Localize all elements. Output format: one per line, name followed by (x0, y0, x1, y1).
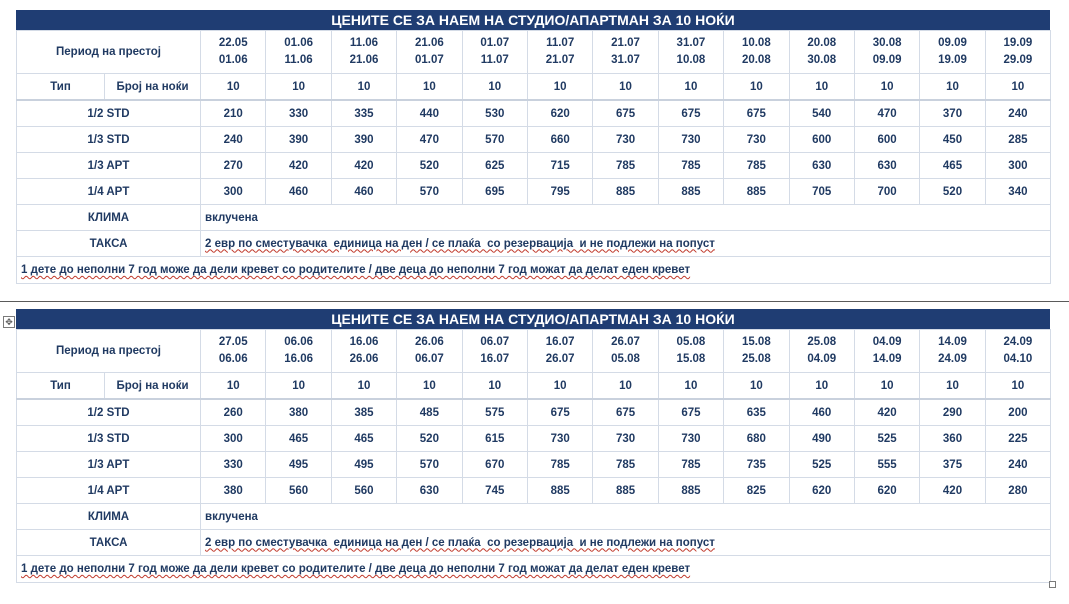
nights-cell: 10 (985, 74, 1050, 101)
price-cell: 460 (331, 179, 396, 205)
period-to: 21.07 (545, 54, 575, 66)
price-cell: 340 (985, 179, 1050, 205)
period-to: 10.08 (676, 54, 706, 66)
price-grid (16, 329, 1051, 583)
period-cell (920, 330, 985, 373)
climate-value: вклучена (201, 205, 1051, 231)
period-cell (854, 330, 919, 373)
room-type: 1/3 STD (17, 426, 201, 452)
nights-cell: 10 (658, 74, 723, 101)
move-arrows-icon[interactable]: ✥ (3, 316, 15, 328)
price-cell: 530 (462, 100, 527, 127)
price-cell: 730 (658, 426, 723, 452)
period-to: 19.09 (938, 54, 967, 66)
price-cell: 555 (854, 452, 919, 478)
period-from: 11.07 (546, 37, 575, 49)
price-cell: 460 (789, 399, 854, 426)
price-cell: 420 (854, 399, 919, 426)
nights-cell: 10 (724, 373, 789, 400)
page-separator-line (0, 301, 1069, 302)
type-label: Тип (17, 373, 105, 400)
tax-label: ТАКСА (17, 530, 201, 556)
price-cell: 270 (201, 153, 266, 179)
tax-value (201, 231, 1051, 257)
nights-cell: 10 (462, 373, 527, 400)
table-title: ЦЕНИТЕ СЕ ЗА НАЕМ НА СТУДИО/АПАРТМАН ЗА 10 НОЌИ (16, 10, 1050, 30)
price-cell: 390 (266, 127, 331, 153)
price-table-2 (16, 309, 1050, 583)
room-type: 1/2 STD (17, 399, 201, 426)
tax-row (17, 530, 1051, 556)
table-title: ЦЕНИТЕ СЕ ЗА НАЕМ НА СТУДИО/АПАРТМАН ЗА 10 НОЌИ (16, 309, 1050, 329)
period-to: 06.07 (414, 353, 444, 365)
price-cell: 700 (854, 179, 919, 205)
period-to: 04.09 (807, 353, 837, 365)
price-cell: 495 (331, 452, 396, 478)
period-from: 10.08 (741, 37, 771, 49)
price-cell: 730 (658, 127, 723, 153)
period-from: 27.05 (218, 336, 248, 348)
price-cell: 670 (462, 452, 527, 478)
price-cell: 730 (724, 127, 789, 153)
nights-cell: 10 (266, 373, 331, 400)
period-cell (527, 330, 592, 373)
nights-cell: 10 (789, 74, 854, 101)
price-cell: 795 (527, 179, 592, 205)
price-cell: 330 (201, 452, 266, 478)
price-cell: 785 (527, 452, 592, 478)
period-from: 14.09 (938, 336, 967, 348)
price-cell: 730 (527, 426, 592, 452)
period-from: 16.07 (545, 336, 575, 348)
period-from: 11.06 (349, 37, 379, 49)
period-to: 31.07 (611, 54, 640, 66)
climate-row (17, 504, 1051, 530)
price-row (17, 399, 1051, 426)
price-cell: 240 (201, 127, 266, 153)
period-cell (724, 31, 789, 74)
price-cell: 785 (724, 153, 789, 179)
period-cell (724, 330, 789, 373)
period-cell (462, 31, 527, 74)
note-row (17, 556, 1051, 583)
period-to: 26.06 (349, 353, 379, 365)
period-from: 19.09 (1003, 37, 1033, 49)
price-cell: 675 (658, 399, 723, 426)
price-cell: 240 (985, 452, 1050, 478)
tax-text: 2 евр по сместувачка единица на ден / се плаќа со резервација и не подлежи на попуст (205, 237, 715, 250)
price-cell: 625 (462, 153, 527, 179)
price-cell: 630 (397, 478, 462, 504)
period-to: 21.06 (349, 54, 379, 66)
period-to: 24.09 (938, 353, 967, 365)
price-cell: 300 (201, 426, 266, 452)
period-to: 15.08 (676, 353, 706, 365)
price-row (17, 478, 1051, 504)
period-row (17, 330, 1051, 373)
price-cell: 420 (920, 478, 985, 504)
nights-cell: 10 (331, 373, 396, 400)
price-cell: 300 (985, 153, 1050, 179)
nights-cell: 10 (658, 373, 723, 400)
period-row (17, 31, 1051, 74)
price-cell: 390 (331, 127, 396, 153)
price-cell: 885 (593, 179, 658, 205)
price-cell: 380 (266, 399, 331, 426)
period-label: Период на престој (17, 330, 201, 373)
nights-cell: 10 (985, 373, 1050, 400)
nights-cell: 10 (920, 373, 985, 400)
price-cell: 785 (658, 153, 723, 179)
period-from: 15.08 (741, 336, 771, 348)
price-cell: 675 (527, 399, 592, 426)
children-note (17, 257, 1051, 284)
period-from: 09.09 (938, 37, 967, 49)
price-cell: 540 (789, 100, 854, 127)
price-cell: 675 (724, 100, 789, 127)
tax-value (201, 530, 1051, 556)
price-cell: 280 (985, 478, 1050, 504)
nights-cell: 10 (397, 74, 462, 101)
period-cell (789, 31, 854, 74)
price-cell: 520 (397, 153, 462, 179)
tax-row (17, 231, 1051, 257)
price-cell: 465 (266, 426, 331, 452)
period-to: 09.09 (872, 54, 902, 66)
period-cell (854, 31, 919, 74)
price-cell: 225 (985, 426, 1050, 452)
period-cell (593, 31, 658, 74)
price-cell: 450 (920, 127, 985, 153)
price-cell: 730 (593, 127, 658, 153)
nights-cell: 10 (593, 74, 658, 101)
room-type: 1/3 APT (17, 452, 201, 478)
price-cell: 785 (593, 452, 658, 478)
nights-row (17, 373, 1051, 400)
period-cell (985, 330, 1050, 373)
price-cell: 885 (658, 179, 723, 205)
nights-cell: 10 (201, 373, 266, 400)
nights-cell: 10 (789, 373, 854, 400)
nights-cell: 10 (593, 373, 658, 400)
price-cell: 260 (201, 399, 266, 426)
period-cell (331, 31, 396, 74)
room-type: 1/4 APT (17, 179, 201, 205)
children-note (17, 556, 1051, 583)
price-cell: 885 (527, 478, 592, 504)
price-cell: 525 (854, 426, 919, 452)
price-grid (16, 30, 1051, 284)
price-cell: 785 (658, 452, 723, 478)
price-cell: 570 (462, 127, 527, 153)
period-to: 20.08 (741, 54, 771, 66)
note-row (17, 257, 1051, 284)
period-cell (331, 330, 396, 373)
price-cell: 370 (920, 100, 985, 127)
note-text: 1 дете до неполни 7 год може да дели кревет со родителите / две деца до неполни 7 год можат да делат еден кревет (21, 563, 691, 575)
price-cell: 695 (462, 179, 527, 205)
period-cell (266, 31, 331, 74)
period-to: 11.06 (284, 54, 313, 66)
nights-cell: 10 (397, 373, 462, 400)
price-cell: 600 (854, 127, 919, 153)
period-cell (658, 330, 723, 373)
period-from: 26.06 (414, 336, 444, 348)
period-from: 04.09 (872, 336, 902, 348)
price-cell: 615 (462, 426, 527, 452)
period-from: 21.06 (414, 37, 444, 49)
nights-cell: 10 (266, 74, 331, 101)
price-cell: 785 (593, 153, 658, 179)
period-from: 24.09 (1003, 336, 1033, 348)
price-cell: 675 (593, 399, 658, 426)
price-cell: 335 (331, 100, 396, 127)
period-to: 26.07 (545, 353, 575, 365)
type-label: Тип (17, 74, 105, 101)
period-from: 01.06 (284, 37, 313, 49)
price-row (17, 452, 1051, 478)
price-cell: 470 (397, 127, 462, 153)
period-to: 01.07 (414, 54, 444, 66)
period-to: 06.06 (218, 353, 248, 365)
nights-row (17, 74, 1051, 101)
period-from: 20.08 (807, 37, 837, 49)
period-cell (397, 330, 462, 373)
period-from: 22.05 (218, 37, 248, 49)
price-cell: 375 (920, 452, 985, 478)
period-to: 25.08 (741, 353, 771, 365)
price-row (17, 179, 1051, 205)
period-cell (985, 31, 1050, 74)
period-to: 30.08 (807, 54, 837, 66)
price-cell: 465 (331, 426, 396, 452)
price-row (17, 426, 1051, 452)
period-cell (201, 31, 266, 74)
period-from: 01.07 (480, 37, 510, 49)
nights-cell: 10 (854, 373, 919, 400)
period-from: 06.06 (284, 336, 313, 348)
price-cell: 495 (266, 452, 331, 478)
price-cell: 420 (266, 153, 331, 179)
price-cell: 570 (397, 452, 462, 478)
price-cell: 460 (266, 179, 331, 205)
price-cell: 485 (397, 399, 462, 426)
price-cell: 620 (527, 100, 592, 127)
price-cell: 675 (593, 100, 658, 127)
resize-handle-icon[interactable] (1049, 581, 1056, 588)
price-cell: 560 (331, 478, 396, 504)
climate-row (17, 205, 1051, 231)
price-cell: 520 (920, 179, 985, 205)
price-cell: 715 (527, 153, 592, 179)
price-cell: 660 (527, 127, 592, 153)
price-cell: 470 (854, 100, 919, 127)
period-to: 01.06 (218, 54, 248, 66)
climate-value: вклучена (201, 504, 1051, 530)
price-cell: 825 (724, 478, 789, 504)
period-from: 25.08 (807, 336, 837, 348)
price-cell: 630 (789, 153, 854, 179)
price-cell: 635 (724, 399, 789, 426)
price-cell: 360 (920, 426, 985, 452)
period-cell (266, 330, 331, 373)
price-cell: 745 (462, 478, 527, 504)
nights-cell: 10 (331, 74, 396, 101)
price-table-1 (16, 10, 1050, 284)
period-cell (462, 330, 527, 373)
period-to: 16.06 (284, 353, 313, 365)
price-cell: 490 (789, 426, 854, 452)
nights-cell: 10 (462, 74, 527, 101)
nights-label: Број на ноќи (105, 373, 201, 400)
period-from: 30.08 (872, 37, 902, 49)
price-cell: 520 (397, 426, 462, 452)
price-cell: 290 (920, 399, 985, 426)
period-label: Период на престој (17, 31, 201, 74)
tax-label: ТАКСА (17, 231, 201, 257)
price-cell: 705 (789, 179, 854, 205)
period-cell (397, 31, 462, 74)
period-from: 06.07 (480, 336, 510, 348)
price-cell: 420 (331, 153, 396, 179)
price-cell: 300 (201, 179, 266, 205)
room-type: 1/3 STD (17, 127, 201, 153)
period-cell (658, 31, 723, 74)
room-type: 1/3 APT (17, 153, 201, 179)
period-from: 21.07 (611, 37, 640, 49)
price-cell: 885 (593, 478, 658, 504)
nights-cell: 10 (724, 74, 789, 101)
period-cell (789, 330, 854, 373)
nights-cell: 10 (527, 373, 592, 400)
nights-cell: 10 (854, 74, 919, 101)
price-cell: 380 (201, 478, 266, 504)
room-type: 1/4 APT (17, 478, 201, 504)
price-cell: 385 (331, 399, 396, 426)
price-cell: 330 (266, 100, 331, 127)
period-from: 31.07 (676, 37, 706, 49)
price-cell: 210 (201, 100, 266, 127)
price-cell: 630 (854, 153, 919, 179)
period-from: 26.07 (611, 336, 640, 348)
period-from: 05.08 (676, 336, 706, 348)
price-cell: 285 (985, 127, 1050, 153)
period-to: 04.10 (1003, 353, 1033, 365)
price-cell: 620 (854, 478, 919, 504)
price-cell: 680 (724, 426, 789, 452)
period-to: 14.09 (872, 353, 902, 365)
price-row (17, 153, 1051, 179)
price-row (17, 100, 1051, 127)
period-to: 05.08 (611, 353, 640, 365)
period-cell (593, 330, 658, 373)
nights-cell: 10 (527, 74, 592, 101)
period-cell (527, 31, 592, 74)
price-cell: 735 (724, 452, 789, 478)
price-cell: 570 (397, 179, 462, 205)
price-cell: 465 (920, 153, 985, 179)
price-cell: 525 (789, 452, 854, 478)
tax-text: 2 евр по сместувачка единица на ден / се плаќа со резервација и не подлежи на попуст (205, 536, 715, 549)
nights-cell: 10 (920, 74, 985, 101)
price-cell: 675 (658, 100, 723, 127)
period-from: 16.06 (349, 336, 379, 348)
price-cell: 575 (462, 399, 527, 426)
climate-label: КЛИМА (17, 205, 201, 231)
nights-label: Број на ноќи (105, 74, 201, 101)
price-cell: 240 (985, 100, 1050, 127)
price-cell: 730 (593, 426, 658, 452)
period-to: 29.09 (1003, 54, 1033, 66)
price-cell: 620 (789, 478, 854, 504)
price-cell: 560 (266, 478, 331, 504)
period-cell (201, 330, 266, 373)
climate-label: КЛИМА (17, 504, 201, 530)
note-text: 1 дете до неполни 7 год може да дели кревет со родителите / две деца до неполни 7 год можат да делат еден кревет (21, 264, 691, 276)
room-type: 1/2 STD (17, 100, 201, 127)
price-cell: 600 (789, 127, 854, 153)
price-cell: 440 (397, 100, 462, 127)
period-cell (920, 31, 985, 74)
period-to: 16.07 (480, 353, 510, 365)
price-cell: 885 (658, 478, 723, 504)
price-row (17, 127, 1051, 153)
price-cell: 200 (985, 399, 1050, 426)
price-cell: 885 (724, 179, 789, 205)
period-to: 11.07 (480, 54, 509, 66)
nights-cell: 10 (201, 74, 266, 101)
